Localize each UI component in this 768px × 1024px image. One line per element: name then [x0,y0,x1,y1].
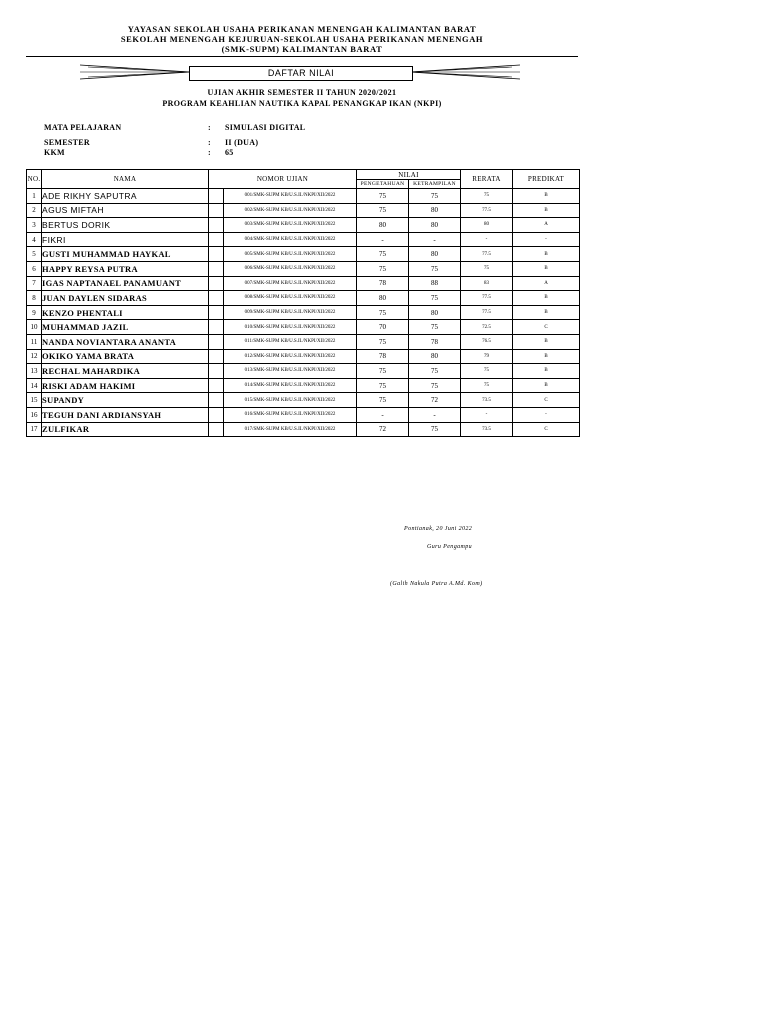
spacer-cell [209,320,224,335]
student-name: FIKRI [42,232,209,247]
row-number: 17 [27,422,42,437]
exam-number: 017/SMK-SUPM KB/U.S.II./NKPI/XII/2022 [224,422,357,437]
row-number: 8 [27,291,42,306]
skill-score: 88 [409,276,461,291]
exam-number: 003/SMK-SUPM KB/U.S.II./NKPI/XII/2022 [224,218,357,233]
table-row [27,218,580,233]
grade-letter: B [513,364,580,379]
header-nilai: NILAI [357,170,461,180]
kkm-label: KKM [44,148,65,157]
skill-score: 75 [409,189,461,204]
skill-score: 75 [409,364,461,379]
subject-colon: : [208,123,211,132]
student-name: RECHAL MAHARDIKA [42,364,209,379]
spacer-cell [209,378,224,393]
semester-colon: : [208,138,211,147]
grade-letter: B [513,378,580,393]
skill-score: 72 [409,393,461,408]
exam-number: 014/SMK-SUPM KB/U.S.II./NKPI/XII/2022 [224,378,357,393]
average-score: 76.5 [461,334,513,349]
student-name: RISKI ADAM HAKIMI [42,378,209,393]
average-score: 75 [461,261,513,276]
header-rule [26,56,578,57]
spacer-cell [209,276,224,291]
grade-letter: C [513,393,580,408]
grade-letter: B [513,305,580,320]
grade-letter: B [513,203,580,218]
exam-number: 008/SMK-SUPM KB/U.S.II./NKPI/XII/2022 [224,291,357,306]
knowledge-score: 80 [357,291,409,306]
signature-role: Guru Pengampu [427,544,473,550]
knowledge-score: 75 [357,305,409,320]
table-row [27,189,580,204]
subject-label: MATA PELAJARAN [44,123,122,132]
exam-number: 009/SMK-SUPM KB/U.S.II./NKPI/XII/2022 [224,305,357,320]
grade-letter: B [513,291,580,306]
signature-place-date: Pontianak, 20 Juni 2022 [404,526,473,532]
grade-letter: - [513,407,580,422]
table-row [27,422,580,437]
average-score: 75 [461,378,513,393]
grade-letter: A [513,218,580,233]
knowledge-score: 75 [357,189,409,204]
row-number: 15 [27,393,42,408]
average-score: 77.5 [461,305,513,320]
student-name: GUSTI MUHAMMAD HAYKAL [42,247,209,262]
average-score: 80 [461,218,513,233]
skill-score: 80 [409,305,461,320]
row-number: 2 [27,203,42,218]
knowledge-score: 80 [357,218,409,233]
exam-number: 006/SMK-SUPM KB/U.S.II./NKPI/XII/2022 [224,261,357,276]
average-score: 75 [461,189,513,204]
row-number: 14 [27,378,42,393]
grade-letter: B [513,261,580,276]
exam-number: 004/SMK-SUPM KB/U.S.II./NKPI/XII/2022 [224,232,357,247]
knowledge-score: 75 [357,261,409,276]
skill-score: 80 [409,203,461,218]
exam-number: 012/SMK-SUPM KB/U.S.II./NKPI/XII/2022 [224,349,357,364]
knowledge-score: 75 [357,378,409,393]
row-number: 16 [27,407,42,422]
table-row [27,349,580,364]
kkm-value: 65 [225,148,234,157]
student-name: AGUS MIFTAH [42,203,209,218]
skill-score: 80 [409,218,461,233]
table-row [27,334,580,349]
student-name: TEGUH DANI ARDIANSYAH [42,407,209,422]
exam-number: 013/SMK-SUPM KB/U.S.II./NKPI/XII/2022 [224,364,357,379]
grades-table [26,169,580,437]
average-score: - [461,232,513,247]
spacer-cell [209,247,224,262]
document-title: DAFTAR NILAI [189,66,413,81]
average-score: 79 [461,349,513,364]
table-row [27,247,580,262]
grade-letter: C [513,320,580,335]
exam-title: UJIAN AKHIR SEMESTER II TAHUN 2020/2021 [207,88,397,97]
table-row [27,320,580,335]
grade-letter: B [513,189,580,204]
skill-score: 75 [409,378,461,393]
student-name: SUPANDY [42,393,209,408]
table-row [27,364,580,379]
student-name: JUAN DAYLEN SIDARAS [42,291,209,306]
knowledge-score: 75 [357,247,409,262]
spacer-cell [209,393,224,408]
row-number: 9 [27,305,42,320]
average-score: 83 [461,276,513,291]
semester-label: SEMESTER [44,138,90,147]
row-number: 12 [27,349,42,364]
table-row [27,378,580,393]
exam-number: 002/SMK-SUPM KB/U.S.II./NKPI/XII/2022 [224,203,357,218]
knowledge-score: 78 [357,276,409,291]
student-name: BERTUS DORIK [42,218,209,233]
knowledge-score: 75 [357,364,409,379]
skill-score: 80 [409,349,461,364]
row-number: 4 [27,232,42,247]
skill-score: 75 [409,422,461,437]
header-average: RERATA [461,170,513,189]
foundation-name: YAYASAN SEKOLAH USAHA PERIKANAN MENENGAH KALIMANTAN BARAT [127,24,477,34]
knowledge-score: 78 [357,349,409,364]
average-score: 73.5 [461,422,513,437]
student-name: NANDA NOVIANTARA ANANTA [42,334,209,349]
skill-score: 75 [409,320,461,335]
school-name: SEKOLAH MENENGAH KEJURUAN-SEKOLAH USAHA PERIKANAN MENENGAH [120,34,484,44]
skill-score: - [409,232,461,247]
row-number: 7 [27,276,42,291]
spacer-cell [209,305,224,320]
subject-value: SIMULASI DIGITAL [225,123,306,132]
skill-score: 75 [409,261,461,276]
student-name: ADE RIKHY SAPUTRA [42,189,209,204]
skill-score: - [409,407,461,422]
average-score: - [461,407,513,422]
header-exam-number: NOMOR UJIAN [209,170,357,189]
spacer-cell [209,407,224,422]
row-number: 6 [27,261,42,276]
row-number: 10 [27,320,42,335]
student-name: HAPPY REYSA PUTRA [42,261,209,276]
row-number: 5 [27,247,42,262]
average-score: 77.5 [461,203,513,218]
spacer-cell [209,189,224,204]
table-row [27,407,580,422]
grade-letter: A [513,276,580,291]
exam-number: 015/SMK-SUPM KB/U.S.II./NKPI/XII/2022 [224,393,357,408]
skill-score: 80 [409,247,461,262]
spacer-cell [209,422,224,437]
spacer-cell [209,261,224,276]
knowledge-score: 75 [357,334,409,349]
student-name: KENZO PHENTALI [42,305,209,320]
average-score: 77.5 [461,291,513,306]
student-name: OKIKO YAMA BRATA [42,349,209,364]
header-name: NAMA [42,170,209,189]
table-row [27,203,580,218]
school-short-name: (SMK-SUPM) KALIMANTAN BARAT [221,44,383,54]
spacer-cell [209,291,224,306]
grade-letter: - [513,232,580,247]
table-row [27,393,580,408]
grade-letter: B [513,247,580,262]
average-score: 75 [461,364,513,379]
table-row [27,232,580,247]
signature-name: (Galih Nakula Putra A.Md. Kom) [390,581,483,587]
table-row [27,276,580,291]
spacer-cell [209,349,224,364]
row-number: 1 [27,189,42,204]
semester-value: II (DUA) [225,138,259,147]
table-row [27,291,580,306]
header-knowledge: PENGETAHUAN [357,180,409,189]
knowledge-score: 70 [357,320,409,335]
header-no: NO. [27,170,42,189]
knowledge-score: - [357,407,409,422]
skill-score: 78 [409,334,461,349]
grade-letter: B [513,349,580,364]
grade-letter: B [513,334,580,349]
exam-number: 001/SMK-SUPM KB/U.S.II./NKPI/XII/2022 [224,189,357,204]
exam-number: 010/SMK-SUPM KB/U.S.II./NKPI/XII/2022 [224,320,357,335]
kkm-colon: : [208,148,211,157]
header-skill: KETRAMPILAN [409,180,461,189]
spacer-cell [209,364,224,379]
program-title: PROGRAM KEAHLIAN NAUTIKA KAPAL PENANGKAP IKAN (NKPI) [162,99,442,108]
table-row [27,305,580,320]
knowledge-score: 75 [357,393,409,408]
spacer-cell [209,218,224,233]
knowledge-score: - [357,232,409,247]
student-name: MUHAMMAD JAZIL [42,320,209,335]
exam-number: 007/SMK-SUPM KB/U.S.II./NKPI/XII/2022 [224,276,357,291]
knowledge-score: 75 [357,203,409,218]
exam-number: 011/SMK-SUPM KB/U.S.II./NKPI/XII/2022 [224,334,357,349]
skill-score: 75 [409,291,461,306]
student-name: ZULFIKAR [42,422,209,437]
row-number: 13 [27,364,42,379]
knowledge-score: 72 [357,422,409,437]
row-number: 3 [27,218,42,233]
exam-number: 005/SMK-SUPM KB/U.S.II./NKPI/XII/2022 [224,247,357,262]
table-row [27,261,580,276]
average-score: 73.5 [461,393,513,408]
average-score: 72.5 [461,320,513,335]
spacer-cell [209,334,224,349]
exam-number: 016/SMK-SUPM KB/U.S.II./NKPI/XII/2022 [224,407,357,422]
spacer-cell [209,203,224,218]
student-name: IGAS NAPTANAEL PANAMUANT [42,276,209,291]
spacer-cell [209,232,224,247]
row-number: 11 [27,334,42,349]
header-grade: PREDIKAT [513,170,580,189]
average-score: 77.5 [461,247,513,262]
grade-letter: C [513,422,580,437]
